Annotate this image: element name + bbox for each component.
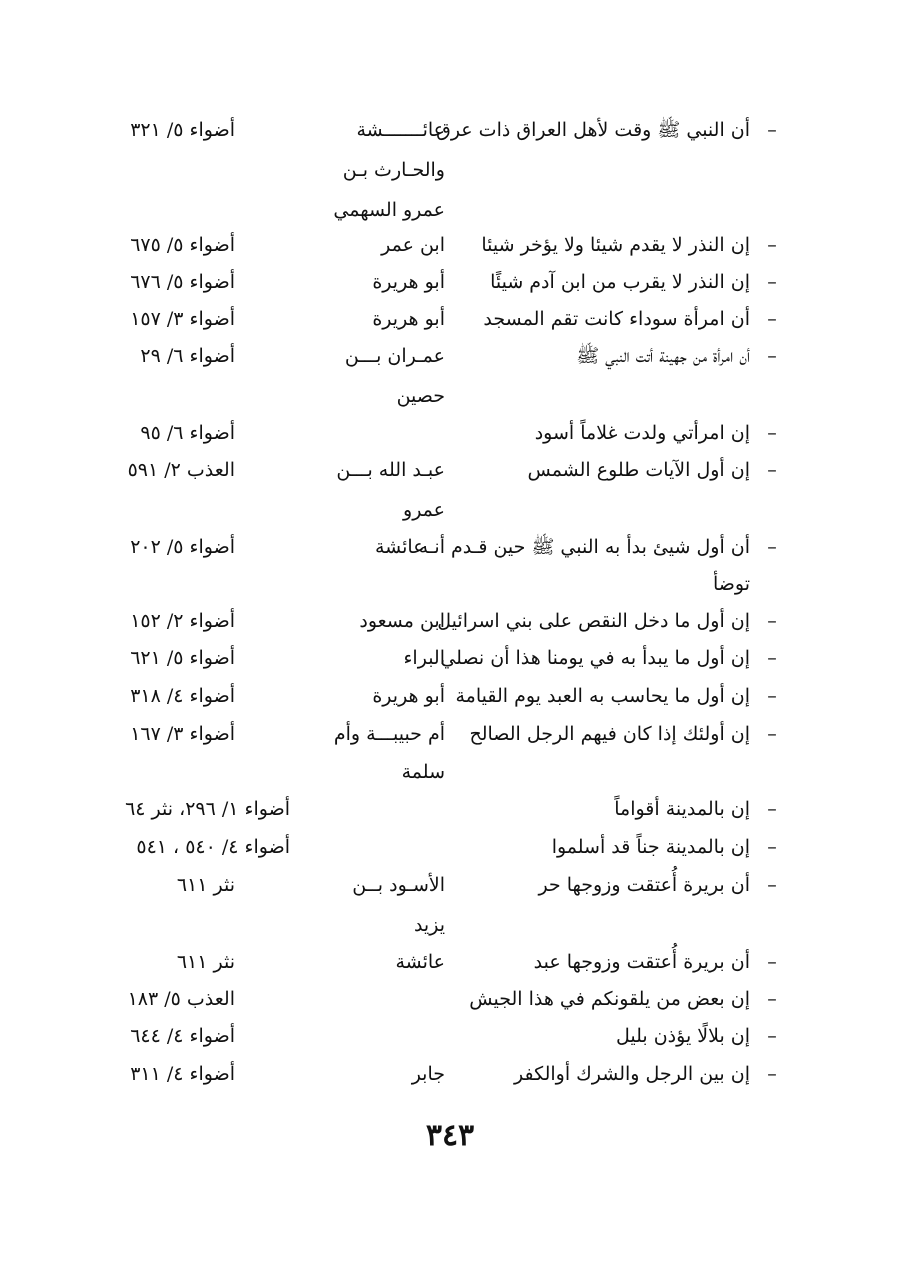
- narrator: عائشة: [395, 951, 445, 973]
- reference: أضواء ٣/ ١٦٧: [130, 723, 235, 745]
- narrator: البراء: [403, 647, 445, 669]
- hadith-text: أن أول شيئ بدأ به النبي ﷺ حين قـدم أنـه: [418, 536, 750, 558]
- narrator: ابن مسعود: [359, 610, 445, 632]
- reference: أضواء ٥/ ٢٠٢: [130, 536, 235, 558]
- entry-dash: –: [767, 988, 777, 1010]
- entry-dash: –: [767, 1025, 777, 1047]
- entry-dash: –: [767, 1063, 777, 1085]
- narrator: أبو هريرة: [372, 685, 445, 707]
- hadith-text: إن أولئك إذا كان فيهم الرجل الصالح: [469, 723, 750, 745]
- index-entry: [0, 601, 900, 641]
- reference: أضواء ٤/ ٦٤٤: [130, 1025, 235, 1047]
- reference: أضواء ٦/ ٢٩: [140, 345, 235, 367]
- reference: العذب ٢/ ٥٩١: [127, 459, 235, 481]
- hadith-text: إن بعض من يلقونكم في هذا الجيش: [469, 988, 750, 1010]
- reference: أضواء ٥/ ٣٢١: [130, 119, 235, 141]
- entry-dash: –: [767, 798, 777, 820]
- index-entry: [0, 865, 900, 905]
- index-entry-continuation: [0, 905, 900, 945]
- narrator: عمـران بـــن: [344, 345, 445, 367]
- index-entry-continuation: [0, 564, 900, 604]
- reference: أضواء ٦/ ٩٥: [140, 422, 235, 444]
- index-entry-continuation: [0, 190, 900, 230]
- index-entry: [0, 413, 900, 453]
- entry-dash: –: [767, 685, 777, 707]
- hadith-text: أن امرأة من جهينة أتت النبي ﷺ: [576, 345, 750, 367]
- reference: نثر ٦١١: [176, 874, 235, 896]
- hadith-text: إن أول ما يحاسب به العبد يوم القيامة: [455, 685, 750, 707]
- entry-dash: –: [767, 647, 777, 669]
- narrator: والحـارث بـن: [342, 159, 445, 181]
- index-entry: [0, 714, 900, 754]
- entry-dash: –: [767, 119, 777, 141]
- narrator: أم حبيبـــة وأم: [333, 723, 445, 745]
- entry-dash: –: [767, 422, 777, 444]
- narrator: عبـد الله بـــن: [336, 459, 445, 481]
- index-entry-continuation: [0, 752, 900, 792]
- narrator: عائشة: [375, 536, 425, 558]
- narrator: جابر: [411, 1063, 445, 1085]
- index-entry: [0, 638, 900, 678]
- hadith-text: إن النذر لا يقدم شيئا ولا يؤخر شيئا: [481, 234, 750, 256]
- reference: أضواء ٢/ ١٥٢: [130, 610, 235, 632]
- hadith-text: أن بريرة أُعتقت وزوجها حر: [538, 874, 750, 896]
- index-entry: [0, 789, 900, 829]
- narrator: عمرو السهمي: [333, 199, 445, 221]
- entry-dash: –: [767, 271, 777, 293]
- narrator: أبو هريرة: [372, 308, 445, 330]
- narrator: الأسـود بــن: [352, 874, 445, 896]
- hadith-text: إن أول ما دخل النقص على بني اسرائيل: [437, 610, 750, 632]
- narrator: حصين: [396, 385, 445, 407]
- hadith-text: إن النذر لا يقرب من ابن آدم شيئًا: [490, 271, 750, 293]
- narrator: أبو هريرة: [372, 271, 445, 293]
- narrator: ابن عمر: [381, 234, 445, 256]
- page-number: ٣٤٣: [425, 1118, 475, 1153]
- hadith-text: إن أول ما يبدأ به في يومنا هذا أن نصلي: [440, 647, 750, 669]
- entry-dash: –: [767, 536, 777, 558]
- hadith-text: إن بالمدينة جناً قد أسلموا: [551, 836, 750, 858]
- entry-dash: –: [767, 836, 777, 858]
- index-entry: [0, 336, 900, 376]
- index-entry: [0, 450, 900, 490]
- index-entry-continuation: [0, 490, 900, 530]
- reference: نثر ٦١١: [176, 951, 235, 973]
- hadith-text: أن النبي ﷺ وقت لأهل العراق ذات عرق: [436, 119, 750, 141]
- index-entry: [0, 1054, 900, 1094]
- narrator: سلمة: [401, 761, 445, 783]
- entry-dash: –: [767, 723, 777, 745]
- reference: أضواء ٣/ ١٥٧: [130, 308, 235, 330]
- hadith-text: إن امرأتي ولدت غلاماً أسود: [534, 422, 750, 444]
- reference: أضواء ٥/ ٦٢١: [130, 647, 235, 669]
- index-entry-continuation: [0, 376, 900, 416]
- narrator: عائـــــــشة: [356, 119, 445, 141]
- hadith-text: أن امرأة سوداء كانت تقم المسجد: [483, 308, 750, 330]
- reference: أضواء ٥/ ٦٧٥: [130, 234, 235, 256]
- entry-dash: –: [767, 874, 777, 896]
- index-entry: [0, 527, 900, 567]
- hadith-text: إن بين الرجل والشرك أوالكفر: [513, 1063, 750, 1085]
- reference: أضواء ١/ ٢٩٦، نثر ٦٤: [125, 798, 290, 820]
- reference: العذب ٥/ ١٨٣: [127, 988, 235, 1010]
- entry-dash: –: [767, 234, 777, 256]
- index-entry: [0, 979, 900, 1019]
- reference: أضواء ٤/ ٥٤٠ ، ٥٤١: [136, 836, 290, 858]
- narrator: يزيد: [413, 914, 445, 936]
- reference: أضواء ٤/ ٣١١: [130, 1063, 235, 1085]
- index-entry: [0, 262, 900, 302]
- hadith-text: توضأ: [712, 573, 750, 595]
- index-entry-continuation: [0, 150, 900, 190]
- entry-dash: –: [767, 308, 777, 330]
- index-entry: [0, 1016, 900, 1056]
- index-entry: [0, 942, 900, 982]
- hadith-text: إن أول الآيات طلوع الشمس: [527, 459, 750, 481]
- narrator: عمرو: [403, 499, 445, 521]
- reference: أضواء ٥/ ٦٧٦: [130, 271, 235, 293]
- index-entry: [0, 299, 900, 339]
- index-entry: [0, 110, 900, 150]
- index-entry: [0, 676, 900, 716]
- entry-dash: –: [767, 459, 777, 481]
- hadith-text: إن بلالًا يؤذن بليل: [615, 1025, 750, 1047]
- entry-dash: –: [767, 345, 777, 367]
- index-entry: [0, 225, 900, 265]
- hadith-text: إن بالمدينة أقواماً: [614, 798, 750, 820]
- reference: أضواء ٤/ ٣١٨: [130, 685, 235, 707]
- index-entry: [0, 827, 900, 867]
- entry-dash: –: [767, 610, 777, 632]
- hadith-text: أن بريرة أُعتقت وزوجها عبد: [533, 951, 750, 973]
- entry-dash: –: [767, 951, 777, 973]
